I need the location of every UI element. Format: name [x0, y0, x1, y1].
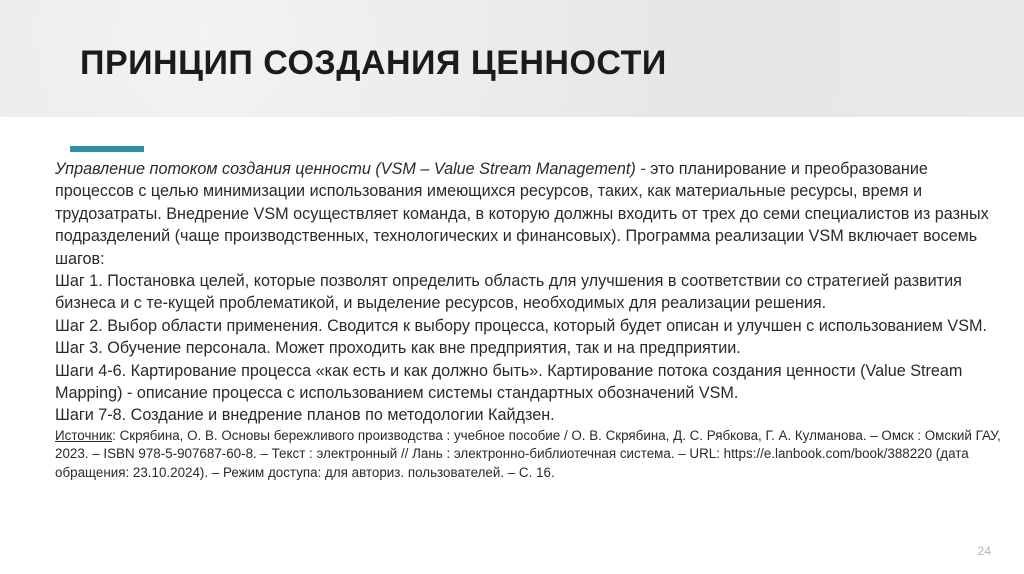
- page-number: 24: [977, 544, 991, 558]
- step-1: Шаг 1. Постановка целей, которые позволят определить область для улучшения в соответствии со стратегией развития бизнеса и с те-кущей проблематикой, и выделение ресурсов, необходимых для реализации решения.: [55, 272, 962, 313]
- source-label: Источник: [55, 427, 113, 443]
- intro-paragraph: [55, 158, 1005, 270]
- steps-4-6: Шаги 4-6. Картирование процесса «как есть и как должно быть». Картирование потока создания ценности (Value Stream Mapping) - описание процесса с использованием системы стандартных обозначений VSM.: [55, 361, 963, 403]
- accent-bar: [70, 146, 144, 152]
- slide-body: [55, 158, 1005, 482]
- steps-7-8: Шаги 7-8. Создание и внедрение планов по методологии Кайдзен.: [55, 406, 555, 425]
- source-text: : Скрябина, О. В. Основы бережливого производства : учебное пособие / О. В. Скрябина, Д. С. Рябкова, Г. А. Кулманова. – Омск : Омский ГАУ, 2023. – ISBN 978-5-907687-60-8. – Текст : электронный // Лань : электронно-библиотечная система. – URL: https://e.lanbook.com/book/388220 (дата обращения: 23.10.2024). – Режим доступа: для авториз. пользователей. – С. 16.: [55, 427, 1001, 480]
- intro-text: это планирование и преобразование процессов с целью минимизации использования имеющихся ресурсов, таких, как материальные ресурсы, время и трудозатраты. Внедрение VSM осуществляет команда, в которую должны входить от трех до семи специалистов из разных подразделений (чаще производственных, технологических и финансовых). Программа реализации VSM включает восемь шагов:: [55, 160, 989, 268]
- title-bar: [0, 0, 1024, 117]
- slide-title: ПРИНЦИП СОЗДАНИЯ ЦЕННОСТИ: [80, 44, 667, 82]
- step-3: Шаг 3. Обучение персонала. Может проходить как вне предприятия, так и на предприятии.: [55, 339, 741, 358]
- source-citation: [55, 427, 1005, 483]
- intro-term: Управление потоком создания ценности (VSM – Value Stream Management) -: [55, 160, 646, 178]
- step-2: Шаг 2. Выбор области применения. Сводится к выбору процесса, который будет описан и улучшен с использованием VSM.: [55, 316, 987, 335]
